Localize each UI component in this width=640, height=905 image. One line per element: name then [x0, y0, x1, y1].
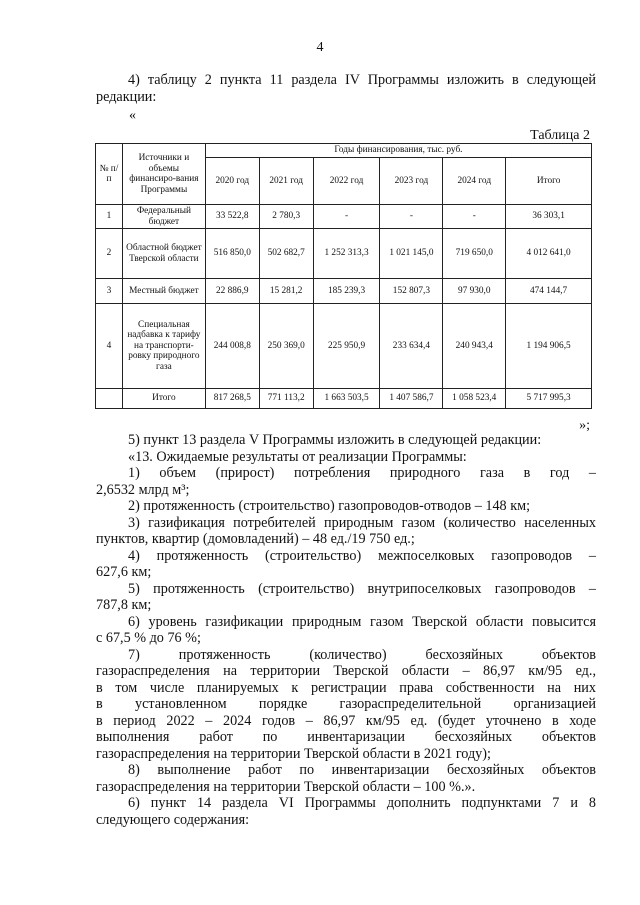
- row-value: 250 369,0: [259, 304, 313, 389]
- page-number: 4: [316, 40, 324, 55]
- row-value: 2 780,3: [259, 205, 313, 229]
- header-year: 2022 год: [313, 158, 380, 205]
- quote-open: «: [129, 108, 136, 123]
- row-value: 719 650,0: [443, 229, 506, 279]
- row-value: -: [380, 205, 443, 229]
- row-source: Областной бюджет Тверской области: [122, 229, 205, 279]
- row-value: 33 522,8: [205, 205, 259, 229]
- row-num: [96, 389, 123, 409]
- table-caption: Таблица 2: [530, 128, 590, 143]
- row-num: 4: [96, 304, 123, 389]
- row-num: 1: [96, 205, 123, 229]
- table-row: [96, 229, 592, 279]
- paragraph-13-title: «13. Ожидаемые результаты от реализации Программы:: [128, 448, 467, 465]
- item-5-line-2: 787,8 км;: [96, 597, 152, 613]
- row-total: 1 194 906,5: [506, 304, 592, 389]
- item-7-line-6: выполнения работ по инвентаризации бесхозяйных объектов: [96, 729, 596, 745]
- row-value: 771 113,2: [259, 389, 313, 409]
- header-year: 2020 год: [205, 158, 259, 205]
- item-2: 2) протяженность (строительство) газопроводов-отводов – 148 км;: [128, 498, 531, 514]
- item-5-line-1: 5) протяженность (строительство) внутрипоселковых газопроводов –: [128, 580, 596, 597]
- header-num: № п/п: [96, 144, 123, 205]
- row-value: 185 239,3: [313, 279, 380, 304]
- item-7-line-5: в период 2022 – 2024 годов – 86,97 км/95 ед. (будет уточнено в ходе: [96, 712, 596, 729]
- row-value: 152 807,3: [380, 279, 443, 304]
- header-year: 2023 год: [380, 158, 443, 205]
- item-8-line-1: 8) выполнение работ по инвентаризации бесхозяйных объектов: [128, 762, 596, 778]
- header-year: 2021 год: [259, 158, 313, 205]
- item-8-line-2: газораспределения на территории Тверской области – 100 %.».: [96, 778, 476, 795]
- row-num: 2: [96, 229, 123, 279]
- row-value: 225 950,9: [313, 304, 380, 389]
- row-total: 4 012 641,0: [506, 229, 592, 279]
- row-value: 240 943,4: [443, 304, 506, 389]
- intro-paragraph: [96, 72, 596, 105]
- quote-close: »;: [579, 418, 590, 433]
- row-value: 1 058 523,4: [443, 389, 506, 409]
- item-7-line-2: газораспределения на территории Тверской области – 86,97 км/95 ед.,: [96, 663, 596, 679]
- row-value: 97 930,0: [443, 279, 506, 304]
- item-4-line-1: 4) протяженность (строительство) межпоселковых газопроводов –: [128, 547, 596, 564]
- row-value: 233 634,4: [380, 304, 443, 389]
- item-3-line-1: 3) газификация потребителей природным газом (количество населенных: [128, 514, 596, 531]
- row-source: Местный бюджет: [122, 279, 205, 304]
- paragraph-6-line-1: 6) пункт 14 раздела VI Программы дополнить подпунктами 7 и 8: [128, 795, 596, 811]
- row-value: 502 682,7: [259, 229, 313, 279]
- row-value: 15 281,2: [259, 279, 313, 304]
- item-1-line-2: 2,6532 млрд м³;: [96, 481, 190, 498]
- item-7-line-1: 7) протяженность (количество) бесхозяйных объектов: [128, 646, 596, 663]
- row-source: Специальная надбавка к тарифу на транспорти-ровку природного газа: [122, 304, 205, 389]
- item-7-line-3: в том числе планируемых к регистрации права собственности на них: [96, 679, 596, 696]
- row-num: 3: [96, 279, 123, 304]
- header-years-group: Годы финансирования, тыс. руб.: [205, 144, 591, 158]
- row-value: 1 663 503,5: [313, 389, 380, 409]
- item-6-line-2: с 67,5 % до 76 %;: [96, 630, 201, 646]
- row-value: 1 252 313,3: [313, 229, 380, 279]
- item-7-line-4: в установленном порядке газораспределительной организацией: [96, 696, 596, 712]
- table-row: [96, 205, 592, 229]
- row-value: 1 407 586,7: [380, 389, 443, 409]
- item-4-line-2: 627,6 км;: [96, 564, 152, 580]
- row-total: 5 717 995,3: [506, 389, 592, 409]
- table-row: [96, 304, 592, 389]
- paragraph-6-line-2: следующего содержания:: [96, 811, 250, 828]
- row-total: 36 303,1: [506, 205, 592, 229]
- row-value: 244 008,8: [205, 304, 259, 389]
- row-source: Федеральный бюджет: [122, 205, 205, 229]
- row-value: 516 850,0: [205, 229, 259, 279]
- item-6-line-1: 6) уровень газификации природным газом Тверской области повысится: [128, 613, 596, 630]
- financing-table: [95, 143, 592, 409]
- intro-line-1: 4) таблицу 2 пункта 11 раздела IV Программы изложить в следующей: [128, 72, 596, 88]
- header-total: Итого: [506, 158, 592, 205]
- header-source: Источники и объемы финансиро-вания Программы: [122, 144, 205, 205]
- item-1-line-1: 1) объем (прирост) потребления природного газа в год –: [128, 465, 596, 481]
- row-value: 1 021 145,0: [380, 229, 443, 279]
- body-text: [96, 432, 596, 828]
- intro-line-2: редакции:: [96, 88, 157, 105]
- item-7-line-7: газораспределения на территории Тверской области в 2021 году);: [96, 745, 491, 762]
- paragraph-5: 5) пункт 13 раздела V Программы изложить в следующей редакции:: [128, 432, 542, 448]
- row-value: 817 268,5: [205, 389, 259, 409]
- row-source: Итого: [122, 389, 205, 409]
- item-3-line-2: пунктов, квартир (домовладений) – 48 ед./19 750 ед.;: [96, 531, 415, 547]
- header-year: 2024 год: [443, 158, 506, 205]
- table-row-total: [96, 389, 592, 409]
- row-value: -: [313, 205, 380, 229]
- row-value: 22 886,9: [205, 279, 259, 304]
- row-value: -: [443, 205, 506, 229]
- row-total: 474 144,7: [506, 279, 592, 304]
- table-row: [96, 279, 592, 304]
